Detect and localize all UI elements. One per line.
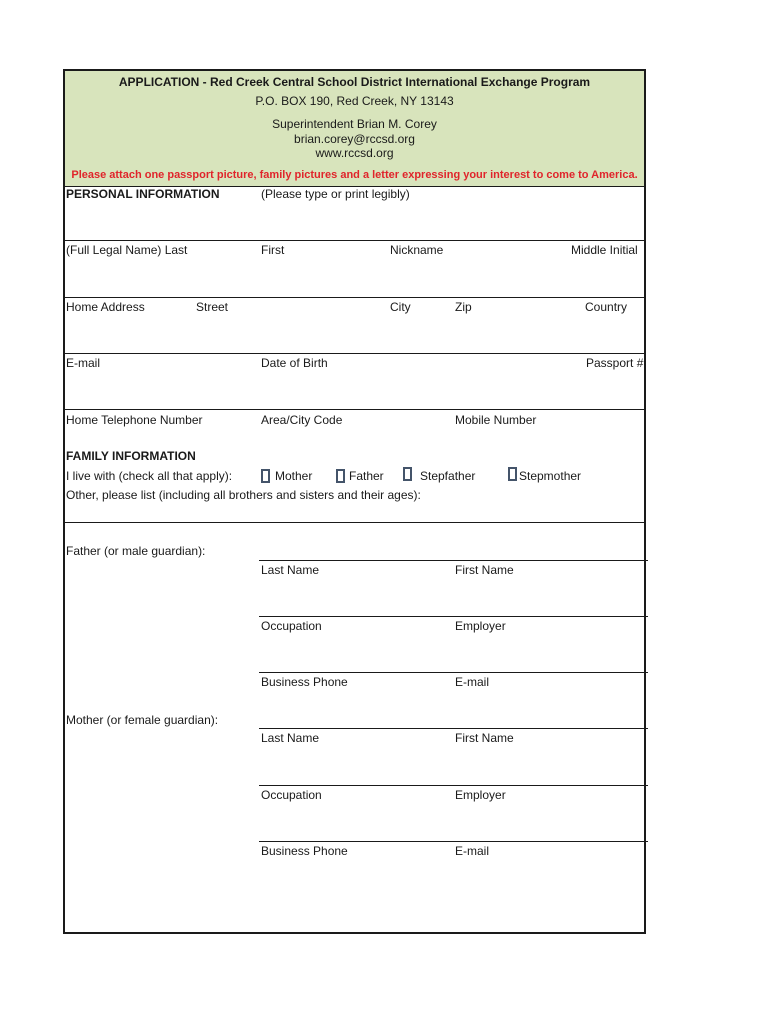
personal-info-heading: PERSONAL INFORMATION: [66, 187, 220, 201]
home-telephone-label: Home Telephone Number: [66, 413, 203, 427]
mother-employer-label: Employer: [455, 788, 506, 802]
application-form: [63, 69, 646, 934]
father-guardian-label: Father (or male guardian):: [66, 544, 206, 558]
mother-email-label: E-mail: [455, 844, 490, 858]
line-divider: [65, 409, 644, 410]
checkbox-mother-label: Mother: [275, 469, 313, 483]
father-last-name-label: Last Name: [261, 563, 320, 577]
district-website: www.rccsd.org: [315, 146, 394, 160]
line-divider: [65, 353, 644, 354]
line-divider: [65, 240, 644, 241]
line-divider: [259, 841, 648, 842]
checkbox-stepfather-label: Stepfather: [420, 469, 476, 483]
checkbox-father-label: Father: [349, 469, 384, 483]
area-code-label: Area/City Code: [261, 413, 343, 427]
father-first-name-label: First Name: [455, 563, 514, 577]
father-business-phone-label: Business Phone: [261, 675, 348, 689]
passport-label: Passport #: [586, 356, 644, 370]
line-divider: [65, 522, 644, 523]
country-label: Country: [585, 300, 628, 314]
mobile-number-label: Mobile Number: [455, 413, 537, 427]
line-divider: [259, 785, 648, 786]
mother-last-name-label: Last Name: [261, 731, 320, 745]
nickname-label: Nickname: [390, 243, 444, 257]
checkbox-stepmother-label: Stepmother: [519, 469, 582, 483]
legibility-instruction: (Please type or print legibly): [261, 187, 410, 201]
superintendent: Superintendent Brian M. Corey: [272, 117, 437, 131]
live-with-label: I live with (check all that apply):: [66, 469, 233, 483]
mother-business-phone-label: Business Phone: [261, 844, 348, 858]
form-title: APPLICATION - Red Creek Central School District International Exchange Program: [118, 75, 591, 89]
form-header: [65, 71, 644, 187]
mother-first-name-label: First Name: [455, 731, 514, 745]
date-of-birth-label: Date of Birth: [261, 356, 328, 370]
other-siblings-label: Other, please list (including all brothers and sisters and their ages):: [66, 488, 421, 502]
father-employer-label: Employer: [455, 619, 506, 633]
line-divider: [259, 560, 648, 561]
mother-occupation-label: Occupation: [261, 788, 322, 802]
full-legal-name-last-label: (Full Legal Name) Last: [66, 243, 188, 257]
first-name-label: First: [261, 243, 285, 257]
line-divider: [259, 616, 648, 617]
checkbox-mother[interactable]: [261, 469, 270, 483]
line-divider: [259, 728, 648, 729]
mother-guardian-label: Mother (or female guardian):: [66, 713, 219, 727]
street-label: Street: [196, 300, 229, 314]
home-address-label: Home Address: [66, 300, 145, 314]
checkbox-stepmother[interactable]: [508, 467, 517, 481]
district-address: P.O. BOX 190, Red Creek, NY 13143: [255, 94, 454, 108]
family-info-heading: FAMILY INFORMATION: [66, 449, 196, 463]
email-label: E-mail: [66, 356, 101, 370]
line-divider: [65, 297, 644, 298]
city-label: City: [390, 300, 411, 314]
checkbox-stepfather[interactable]: [403, 467, 412, 481]
middle-initial-label: Middle Initial: [571, 243, 638, 257]
line-divider: [259, 672, 648, 673]
father-occupation-label: Occupation: [261, 619, 322, 633]
checkbox-father[interactable]: [336, 469, 345, 483]
attachment-notice: Please attach one passport picture, family pictures and a letter expressing your interest to come to America.: [71, 169, 638, 181]
contact-email: brian.corey@rccsd.org: [294, 132, 415, 146]
zip-label: Zip: [455, 300, 472, 314]
father-email-label: E-mail: [455, 675, 490, 689]
